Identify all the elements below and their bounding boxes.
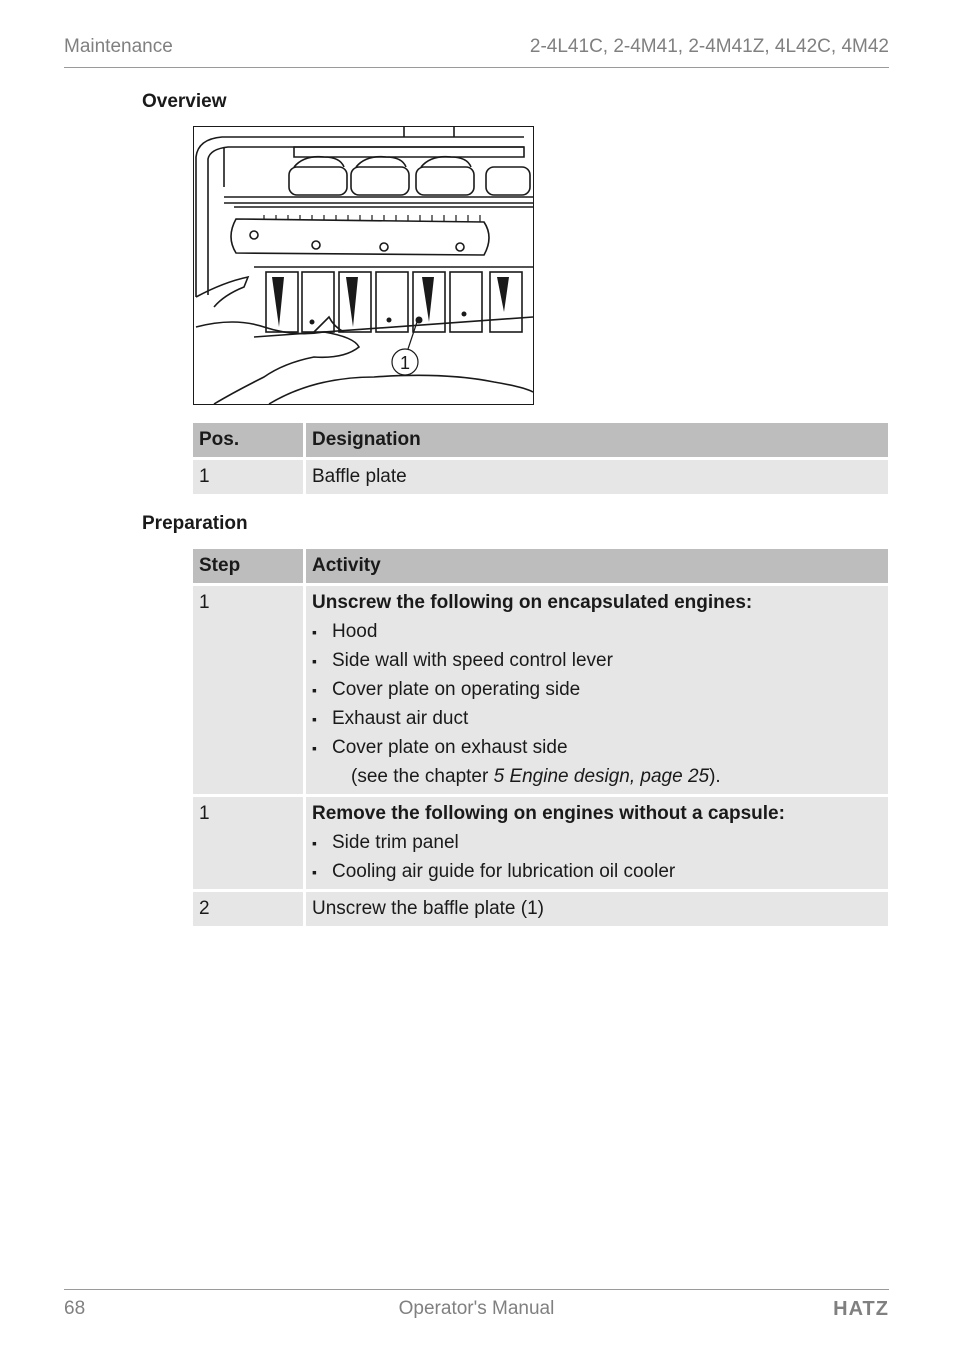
step-cell: 1 (193, 586, 306, 794)
page-footer (64, 1289, 889, 1330)
column-header: Pos. (193, 423, 306, 457)
list-item: ▪ Cooling air guide for lubrication oil cooler (312, 861, 882, 883)
column-header: Activity (306, 549, 888, 583)
column-header: Step (193, 549, 306, 583)
designation-table (193, 420, 888, 497)
header-models: 2-4L41C, 2-4M41, 2-4M41Z, 4L42C, 4M42 (529, 36, 889, 57)
overview-title: Overview (142, 91, 227, 112)
activity-cell (306, 586, 888, 794)
designation-cell: Baffle plate (306, 460, 888, 494)
note-prefix: (see the chapter (351, 766, 494, 787)
brand-logo: HATZ (833, 1298, 889, 1320)
page-number: 68 (64, 1298, 86, 1319)
list-item: ▪ Cover plate on operating side (312, 679, 882, 701)
preparation-table (193, 546, 888, 929)
preparation-title: Preparation (142, 513, 248, 534)
pos-cell: 1 (193, 460, 306, 494)
list-item: ▪ Side wall with speed control lever (312, 650, 882, 672)
footer-title: Operator's Manual (398, 1298, 555, 1319)
column-header: Designation (306, 423, 888, 457)
table-row (193, 586, 888, 794)
figure-callout: 1 (399, 353, 411, 373)
activity-heading: Remove the following on engines without a capsule: (312, 803, 785, 824)
table-header-row (193, 549, 888, 583)
activity-cell: Unscrew the baffle plate (1) (306, 892, 888, 926)
list-item: ▪ Exhaust air duct (312, 708, 882, 730)
chapter-reference (312, 766, 882, 788)
chapter-link[interactable]: 5 Engine design, page 25 (493, 766, 710, 787)
step-cell: 1 (193, 797, 306, 889)
list-item: ▪ Hood (312, 621, 882, 643)
table-row (193, 460, 888, 494)
engine-illustration (193, 126, 534, 405)
table-row (193, 892, 888, 926)
step-cell: 2 (193, 892, 306, 926)
page-header (64, 36, 889, 68)
table-header-row (193, 423, 888, 457)
activity-cell (306, 797, 888, 889)
table-row (193, 797, 888, 889)
list-item: ▪ Cover plate on exhaust side (312, 737, 882, 759)
note-suffix: ). (709, 766, 721, 787)
header-section: Maintenance (64, 36, 173, 57)
list-item: ▪ Side trim panel (312, 832, 882, 854)
activity-heading: Unscrew the following on encapsulated engines: (312, 592, 753, 613)
